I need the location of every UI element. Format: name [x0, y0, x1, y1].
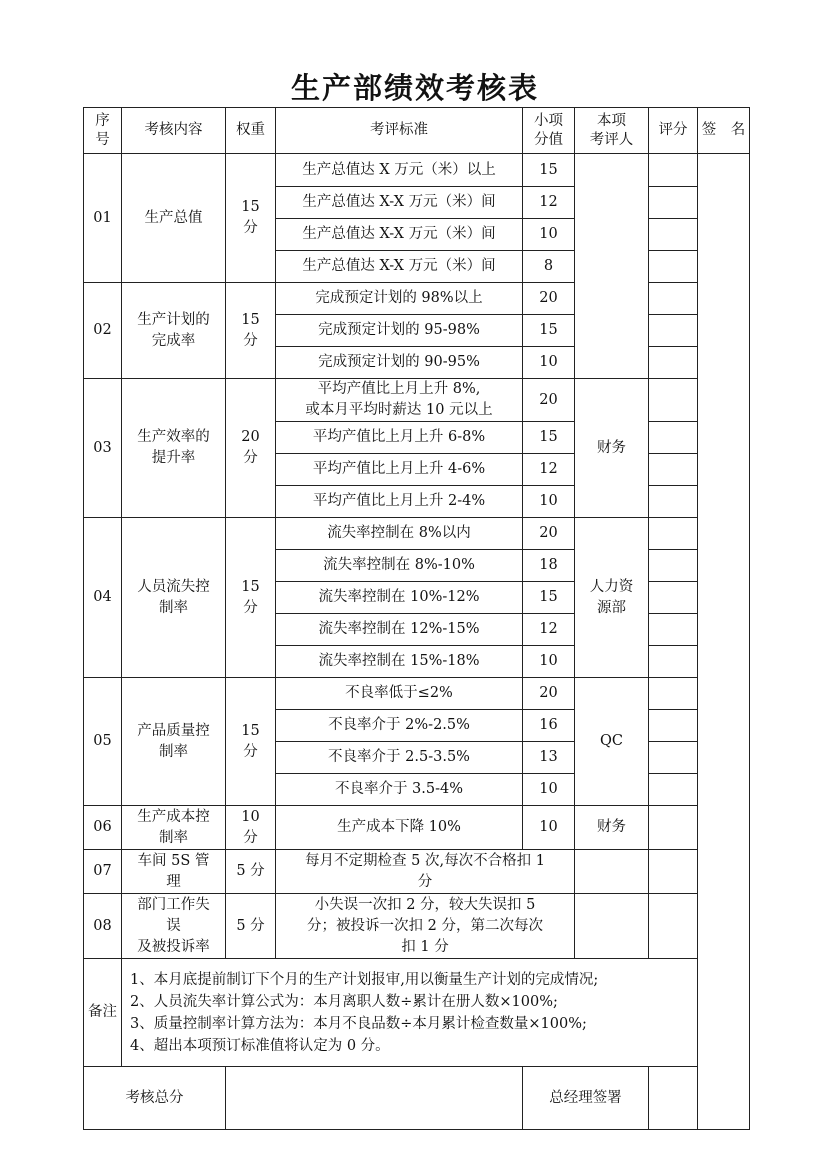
criterion-text: 平均产值比上月上升 6-8%: [276, 422, 523, 454]
item-weight: 15 分: [226, 518, 276, 678]
rating-cell[interactable]: [649, 187, 698, 219]
rating-cell[interactable]: [649, 518, 698, 550]
criterion-text: 生产成本下降 10%: [276, 806, 523, 850]
rating-cell[interactable]: [649, 850, 698, 894]
table-row: [84, 806, 750, 850]
criterion-text: 小失误一次扣 2 分，较大失误扣 5 分；被投诉一次扣 2 分，第二次每次 扣 1 分: [276, 894, 575, 959]
rating-cell[interactable]: [649, 154, 698, 187]
header-seq: 序 号: [84, 108, 122, 154]
criterion-text: 生产总值达 X-X 万元（米）间: [276, 219, 523, 251]
criterion-text: 平均产值比上月上升 4-6%: [276, 454, 523, 486]
criterion-score: 10: [523, 347, 575, 379]
criterion-score: 20: [523, 518, 575, 550]
criterion-score: 13: [523, 742, 575, 774]
assessor-cell: [575, 154, 649, 379]
rating-cell[interactable]: [649, 894, 698, 959]
item-name: 生产效率的 提升率: [122, 379, 226, 518]
header-weight: 权重: [226, 108, 276, 154]
criterion-text: 每月不定期检查 5 次,每次不合格扣 1 分: [276, 850, 575, 894]
rating-cell[interactable]: [649, 219, 698, 251]
item-name: 生产计划的 完成率: [122, 283, 226, 379]
criterion-score: 10: [523, 774, 575, 806]
table-row: [84, 154, 750, 187]
remarks-row: [84, 959, 750, 1067]
criterion-score: 15: [523, 315, 575, 347]
item-number: 03: [84, 379, 122, 518]
rating-cell[interactable]: [649, 678, 698, 710]
table-row: [84, 283, 750, 315]
rating-cell[interactable]: [649, 774, 698, 806]
table-row: [84, 518, 750, 550]
criterion-text: 生产总值达 X-X 万元（米）间: [276, 187, 523, 219]
header-score: 小项 分值: [523, 108, 575, 154]
rating-cell[interactable]: [649, 315, 698, 347]
criterion-score: 15: [523, 154, 575, 187]
item-weight: 15 分: [226, 678, 276, 806]
criterion-score: 16: [523, 710, 575, 742]
item-weight: 10 分: [226, 806, 276, 850]
remarks-label: 备注: [84, 959, 122, 1067]
assessor-cell: [575, 894, 649, 959]
item-weight: 5 分: [226, 894, 276, 959]
rating-cell[interactable]: [649, 422, 698, 454]
item-name: 产品质量控 制率: [122, 678, 226, 806]
criterion-text: 不良率介于 2%-2.5%: [276, 710, 523, 742]
item-number: 07: [84, 850, 122, 894]
remark-line: 4、超出本项预订标准值将认定为 0 分。: [130, 1037, 390, 1054]
header-rating: 评分: [649, 108, 698, 154]
criterion-text: 完成预定计划的 90-95%: [276, 347, 523, 379]
assessor-cell: QC: [575, 678, 649, 806]
item-weight: 15 分: [226, 283, 276, 379]
rating-cell[interactable]: [649, 550, 698, 582]
table-row: [84, 894, 750, 959]
criterion-text: 流失率控制在 8%以内: [276, 518, 523, 550]
rating-cell[interactable]: [649, 486, 698, 518]
item-weight: 20 分: [226, 379, 276, 518]
criterion-text: 不良率低于≤2%: [276, 678, 523, 710]
criterion-text: 平均产值比上月上升 8%, 或本月平均时薪达 10 元以上: [276, 379, 523, 422]
header-sign: 签 名: [698, 108, 750, 154]
criterion-score: 8: [523, 251, 575, 283]
assessor-cell: 财务: [575, 806, 649, 850]
footer-row: [84, 1067, 750, 1130]
remark-line: 1、本月底提前制订下个月的生产计划报审,用以衡量生产计划的完成情况;: [130, 971, 599, 988]
item-number: 01: [84, 154, 122, 283]
rating-cell[interactable]: [649, 646, 698, 678]
item-number: 08: [84, 894, 122, 959]
rating-cell[interactable]: [649, 614, 698, 646]
rating-cell[interactable]: [649, 742, 698, 774]
rating-cell[interactable]: [649, 283, 698, 315]
rating-cell[interactable]: [649, 454, 698, 486]
criterion-score: 18: [523, 550, 575, 582]
remark-line: 2、人员流失率计算公式为：本月离职人数÷累计在册人数×100%;: [130, 993, 558, 1010]
item-number: 04: [84, 518, 122, 678]
criterion-score: 12: [523, 614, 575, 646]
rating-cell[interactable]: [649, 710, 698, 742]
item-number: 02: [84, 283, 122, 379]
assessor-cell: 财务: [575, 379, 649, 518]
table-row: [84, 678, 750, 710]
rating-cell[interactable]: [649, 379, 698, 422]
criterion-text: 流失率控制在 10%-12%: [276, 582, 523, 614]
assessor-cell: 人力资 源部: [575, 518, 649, 678]
item-name: 人员流失控 制率: [122, 518, 226, 678]
item-name: 车间 5S 管 理: [122, 850, 226, 894]
item-name: 生产成本控 制率: [122, 806, 226, 850]
header-content: 考核内容: [122, 108, 226, 154]
header-row: [84, 108, 750, 154]
criterion-score: 10: [523, 486, 575, 518]
criterion-text: 不良率介于 3.5-4%: [276, 774, 523, 806]
criterion-score: 20: [523, 379, 575, 422]
criterion-text: 流失率控制在 8%-10%: [276, 550, 523, 582]
header-standard: 考评标准: [276, 108, 523, 154]
remark-line: 3、质量控制率计算方法为：本月不良品数÷本月累计检查数量×100%;: [130, 1015, 587, 1032]
criterion-score: 10: [523, 219, 575, 251]
item-number: 06: [84, 806, 122, 850]
criterion-text: 生产总值达 X-X 万元（米）间: [276, 251, 523, 283]
item-name: 部门工作失 误 及被投诉率: [122, 894, 226, 959]
assessor-cell: [575, 850, 649, 894]
rating-cell[interactable]: [649, 347, 698, 379]
criterion-text: 不良率介于 2.5-3.5%: [276, 742, 523, 774]
item-weight: 15 分: [226, 154, 276, 283]
rating-cell[interactable]: [649, 806, 698, 850]
criterion-score: 12: [523, 187, 575, 219]
criterion-score: 12: [523, 454, 575, 486]
performance-table: [83, 107, 750, 1130]
criterion-text: 生产总值达 X 万元（米）以上: [276, 154, 523, 187]
item-number: 05: [84, 678, 122, 806]
gm-signature-label: 总经理签署: [523, 1067, 649, 1130]
header-assessor: 本项 考评人: [575, 108, 649, 154]
criterion-score: 20: [523, 678, 575, 710]
criterion-text: 完成预定计划的 95-98%: [276, 315, 523, 347]
rating-cell[interactable]: [649, 582, 698, 614]
criterion-score: 10: [523, 646, 575, 678]
rating-cell[interactable]: [649, 251, 698, 283]
remarks-content: [122, 959, 750, 1067]
criterion-text: 完成预定计划的 98%以上: [276, 283, 523, 315]
criterion-text: 平均产值比上月上升 2-4%: [276, 486, 523, 518]
criterion-score: 15: [523, 582, 575, 614]
gm-signature-value[interactable]: [649, 1067, 750, 1130]
criterion-text: 流失率控制在 15%-18%: [276, 646, 523, 678]
page-title: 生产部绩效考核表: [290, 71, 539, 105]
criterion-score: 10: [523, 806, 575, 850]
total-score-value[interactable]: [226, 1067, 523, 1130]
total-score-label: 考核总分: [84, 1067, 226, 1130]
table-row: [84, 379, 750, 422]
criterion-score: 15: [523, 422, 575, 454]
item-weight: 5 分: [226, 850, 276, 894]
criterion-text: 流失率控制在 12%-15%: [276, 614, 523, 646]
item-name: 生产总值: [122, 154, 226, 283]
criterion-score: 20: [523, 283, 575, 315]
table-row: [84, 850, 750, 894]
